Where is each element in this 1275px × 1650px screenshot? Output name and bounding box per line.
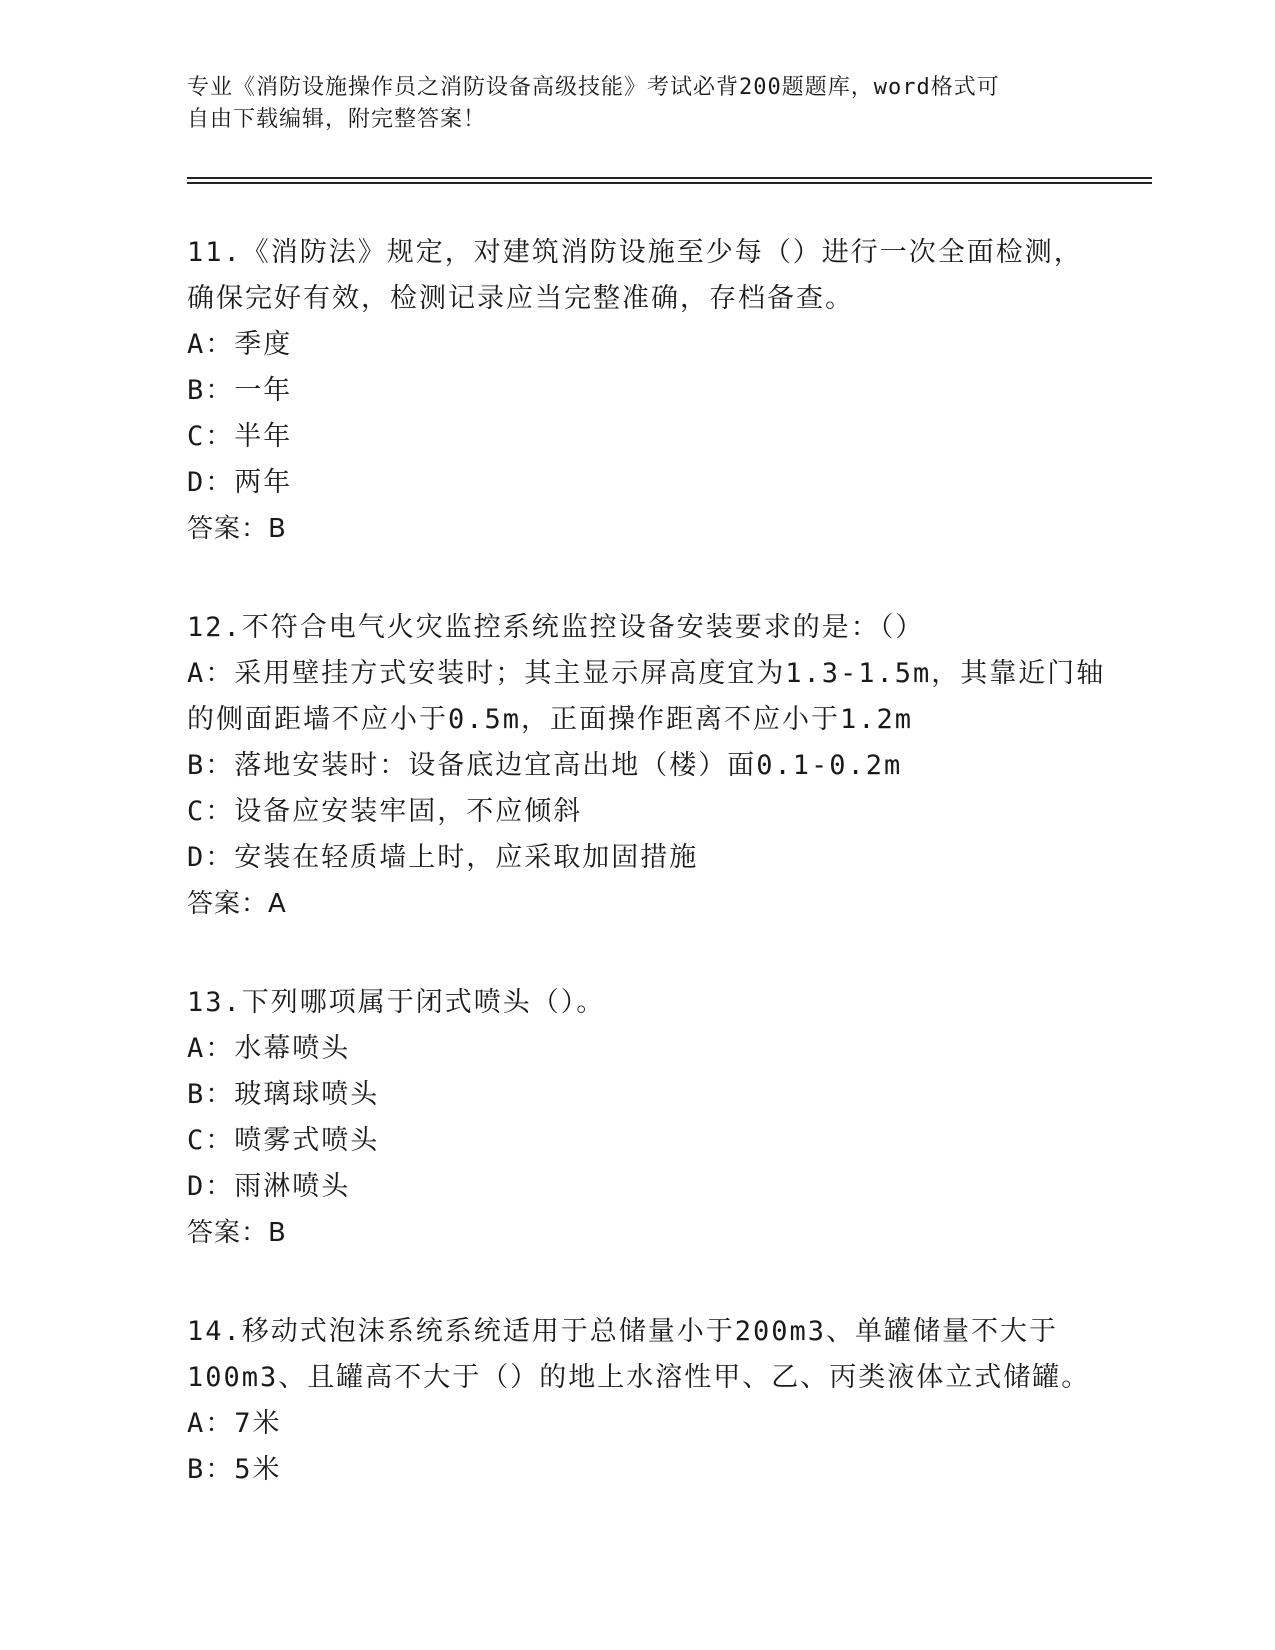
question-stem: 13.下列哪项属于闭式喷头（）。 (187, 987, 606, 1018)
option-d: D：安装在轻质墙上时，应采取加固措施 (187, 842, 699, 873)
option-a: A：7米 (187, 1408, 282, 1439)
option-b: B：玻璃球喷头 (187, 1079, 380, 1110)
option-d: D：两年 (187, 467, 293, 498)
option-a-continued: 的侧面距墙不应小于0.5m，正面操作距离不应小于1.2m (187, 704, 914, 735)
document-header (187, 72, 1067, 136)
option-a: A：季度 (187, 329, 293, 360)
question-14 (187, 1309, 1091, 1493)
option-b: B：5米 (187, 1454, 282, 1485)
option-c: C：设备应安装牢固，不应倾斜 (187, 796, 583, 827)
option-c: C：半年 (187, 421, 293, 452)
question-13 (187, 980, 1087, 1256)
header-title-line-1: 专业《消防设施操作员之消防设备高级技能》考试必背200题题库，word格式可 (187, 75, 1000, 100)
option-c: C：喷雾式喷头 (187, 1125, 380, 1156)
question-list (187, 230, 1106, 1546)
answer-label: 答案：B (187, 514, 287, 544)
question-stem: 11.《消防法》规定，对建筑消防设施至少每（）进行一次全面检测， (187, 237, 1083, 268)
question-stem: 12.不符合电气火灾监控系统监控设备安装要求的是：（） (187, 612, 925, 643)
option-d: D：雨淋喷头 (187, 1171, 351, 1202)
question-stem: 100m3、且罐高不大于（）的地上水溶性甲、乙、丙类液体立式储罐。 (187, 1362, 1091, 1393)
option-a: A：水幕喷头 (187, 1033, 351, 1064)
header-divider-bottom (187, 182, 1152, 184)
question-stem: 14.移动式泡沫系统系统适用于总储量小于200m3、单罐储量不大于 (187, 1316, 1059, 1347)
answer-label: 答案：A (187, 889, 287, 919)
header-divider-top (187, 177, 1152, 179)
option-b: B：一年 (187, 375, 293, 406)
option-b: B：落地安装时：设备底边宜高出地（楼）面0.1-0.2m (187, 750, 903, 781)
question-12 (187, 605, 1106, 927)
question-11 (187, 230, 1087, 552)
header-title-line-2: 自由下载编辑，附完整答案！ (187, 107, 487, 132)
answer-label: 答案：B (187, 1218, 287, 1248)
option-a: A：采用壁挂方式安装时；其主显示屏高度宜为1.3-1.5m，其靠近门轴 (187, 658, 1106, 689)
question-stem: 确保完好有效，检测记录应当完整准确，存档备查。 (187, 283, 854, 314)
